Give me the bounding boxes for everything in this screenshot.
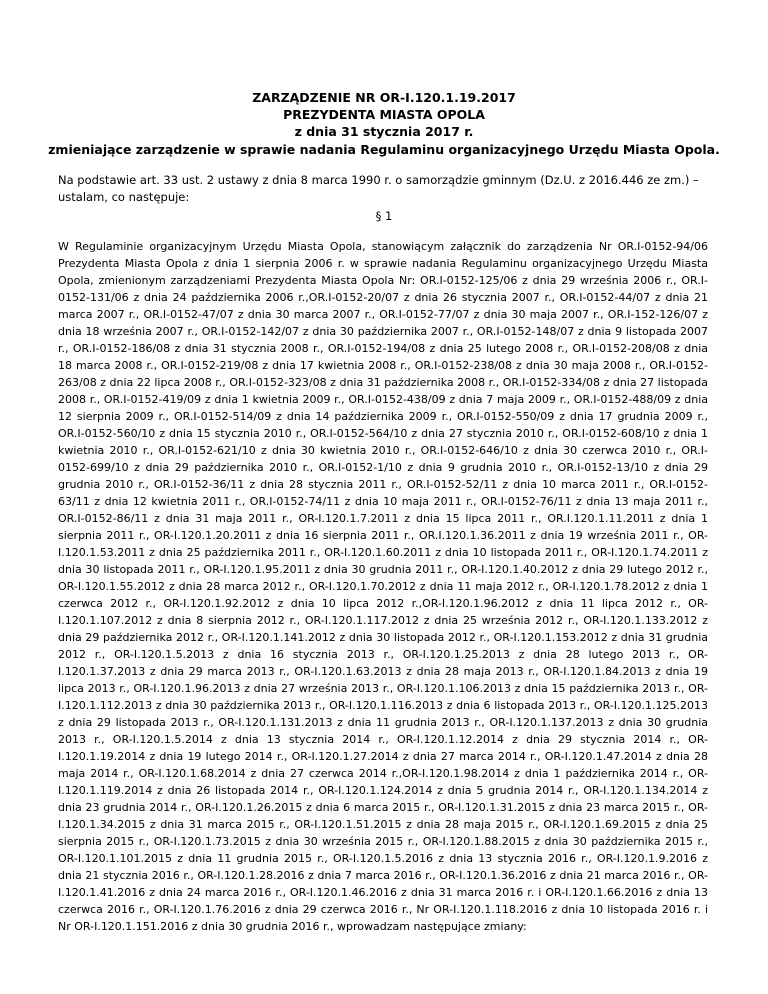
legal-basis: Na podstawie art. 33 ust. 2 ustawy z dnia 8 marca 1990 r. o samorządzie gminnym (Dz.U. z 2016.446 ze zm.) – ustalam, co następuje:: [58, 173, 699, 204]
date-line: z dnia 31 stycznia 2017 r.: [294, 124, 474, 139]
document-title: ZARZĄDZENIE NR OR-I.120.1.19.2017: [252, 90, 516, 105]
section-sign: § 1: [375, 209, 393, 223]
document-subject: zmieniające zarządzenie w sprawie nadania Regulaminu organizacyjnego Urzędu Miasta Opola.: [48, 142, 720, 157]
body-paragraph: W Regulaminie organizacyjnym Urzędu Miasta Opola, stanowiącym załącznik do zarządzenia Nr OR.I-0152-94/06 Prezydenta Miasta Opola z dnia 1 sierpnia 2006 r. w sprawie nadania Regulaminu organizacyjnego Urzędu Miasta Opola, zmienionym zarządzeniami Prezydenta Miasta Opola Nr: OR.I-0152-125/06 z dnia 29 września 2006 r., OR.I-0152-131/06 z dnia 24 października 2006 r.,OR.I-0152-20/07 z dnia 26 stycznia 2007 r., OR.I-0152-44/07 z dnia 21 marca 2007 r., OR.I-0152-47/07 z dnia 30 marca 2007 r., OR.I-0152-77/07 z dnia 30 maja 2007 r., OR.I-152-126/07 z dnia 18 września 2007 r., OR.I-0152-142/07 z dnia 30 października 2007 r., OR.I-0152-148/07 z dnia 9 listopada 2007 r., OR.I-0152-186/08 z dnia 31 stycznia 2008 r., OR.I-0152-194/08 z dnia 25 lutego 2008 r., OR.I-0152-208/08 z dnia 18 marca 2008 r., OR.I-0152-219/08 z dnia 17 kwietnia 2008 r., OR.I-0152-238/08 z dnia 30 maja 2008 r., OR.I-0152-263/08 z dnia 22 lipca 2008 r., OR.I-0152-323/08 z dnia 31 października 2008 r., OR.I-0152-334/08 z dnia 27 listopada 2008 r., OR.I-0152-419/09 z dnia 1 kwietnia 2009 r., OR.I-0152-438/09 z dnia 7 maja 2009 r., OR.I-0152-488/09 z dnia 12 sierpnia 2009 r., OR.I-0152-514/09 z dnia 14 października 2009 r., OR.I-0152-550/09 z dnia 17 grudnia 2009 r., OR.I-0152-560/10 z dnia 15 stycznia 2010 r., OR.I-0152-564/10 z dnia 27 stycznia 2010 r., OR.I-0152-608/10 z dnia 1 kwietnia 2010 r., OR.I-0152-621/10 z dnia 30 kwietnia 2010 r., OR.I-0152-646/10 z dnia 30 czerwca 2010 r., OR.I-0152-699/10 z dnia 29 października 2010 r., OR.I-0152-1/10 z dnia 9 grudnia 2010 r., OR.I-0152-13/10 z dnia 29 grudnia 2010 r., OR.I-0152-36/11 z dnia 28 stycznia 2011 r., OR.I-0152-52/11 z dnia 10 marca 2011 r., OR.I-0152-63/11 z dnia 12 kwietnia 2011 r., OR.I-0152-74/11 z dnia 10 maja 2011 r., OR.I-0152-76/11 z dnia 13 maja 2011 r., OR.I-0152-86/11 z dnia 31 maja 2011 r., OR-I.120.1.7.2011 z dnia 15 lipca 2011 r., OR.I.120.1.11.2011 z dnia 1 sierpnia 2011 r., OR-I.120.1.20.2011 z dnia 16 sierpnia 2011 r., OR.I.120.1.36.2011 z dnia 19 września 2011 r., OR-I.120.1.53.2011 z dnia 25 października 2011 r., OR-I.120.1.60.2011 z dnia 10 listopada 2011 r., OR-I.120.1.74.2011 z dnia 30 listopada 2011 r., OR-I.120.1.95.2011 z dnia 30 grudnia 2011 r., OR-I.120.1.40.2012 z dnia 29 lutego 2012 r., OR-I.120.1.55.2012 z dnia 28 marca 2012 r., OR-I.120.1.70.2012 z dnia 11 maja 2012 r., OR-I.120.1.78.2012 z dnia 1 czerwca 2012 r., OR-I.120.1.92.2012 z dnia 10 lipca 2012 r.,OR-I.120.1.96.2012 z dnia 11 lipca 2012 r., OR-I.120.1.107.2012 z dnia 8 sierpnia 2012 r., OR-I.120.1.117.2012 z dnia 25 września 2012 r., OR-I.120.1.133.2012 z dnia 29 października 2012 r., OR-I.120.1.141.2012 z dnia 30 listopada 2012 r., OR-I.120.1.153.2012 z dnia 31 grudnia 2012 r., OR-I.120.1.5.2013 z dnia 16 stycznia 2013 r., OR-I.120.1.25.2013 z dnia 28 lutego 2013 r., OR-I.120.1.37.2013 z dnia 29 marca 2013 r., OR-I.120.1.63.2013 z dnia 28 maja 2013 r., OR-I.120.1.84.2013 z dnia 19 lipca 2013 r., OR-I.120.1.96.2013 z dnia 27 września 2013 r., OR-I.120.1.106.2013 z dnia 15 października 2013 r., OR-I.120.1.112.2013 z dnia 30 października 2013 r., OR-I.120.1.116.2013 z dnia 6 listopada 2013 r., OR-I.120.1.125.2013 z dnia 29 listopada 2013 r., OR-I.120.1.131.2013 z dnia 11 grudnia 2013 r., OR-I.120.1.137.2013 z dnia 30 grudnia 2013 r., OR-I.120.1.5.2014 z dnia 13 stycznia 2014 r., OR-I.120.1.12.2014 z dnia 29 stycznia 2014 r., OR-I.120.1.19.2014 z dnia 19 lutego 2014 r., OR-I.120.1.27.2014 z dnia 27 marca 2014 r., OR-I.120.1.47.2014 z dnia 28 maja 2014 r., OR-I.120.1.68.2014 z dnia 27 czerwca 2014 r.,OR-I.120.1.98.2014 z dnia 1 października 2014 r., OR-I.120.1.119.2014 z dnia 26 listopada 2014 r., OR-I.120.1.124.2014 z dnia 5 grudnia 2014 r., OR-I.120.1.134.2014 z dnia 23 grudnia 2014 r., OR-I.120.1.26.2015 z dnia 6 marca 2015 r., OR-I.120.1.31.2015 z dnia 23 marca 2015 r., OR-I.120.1.34.2015 z dnia 31 marca 2015 r., OR-I.120.1.51.2015 z dnia 28 maja 2015 r., OR-I.120.1.69.2015 z dnia 25 sierpnia 2015 r., OR-I.120.1.73.2015 z dnia 30 września 2015 r., OR-I.120.1.88.2015 z dnia 30 października 2015 r., OR-I.120.1.101.2015 z dnia 11 grudnia 2015 r., OR-I.120.1.5.2016 z dnia 13 stycznia 2016 r., OR-I.120.1.9.2016 z dnia 21 stycznia 2016 r., OR-I.120.1.28.2016 z dnia 7 marca 2016 r., OR-I.120.1.36.2016 z dnia 21 marca 2016 r., OR-I.120.1.41.2016 z dnia 24 marca 2016 r., OR-I.120.1.46.2016 z dnia 31 marca 2016 r. i OR-I.120.1.66.2016 z dnia 13 czerwca 2016 r., OR-I.120.1.76.2016 z dnia 29 czerwca 2016 r., Nr OR-I.120.1.118.2016 z dnia 10 listopada 2016 r. i Nr OR-I.120.1.151.2016 z dnia 30 grudnia 2016 r., wprowadzam następujące zmiany:: [58, 240, 708, 933]
document-header: [0, 89, 768, 140]
issuer-line: PREZYDENTA MIASTA OPOLA: [283, 107, 485, 122]
